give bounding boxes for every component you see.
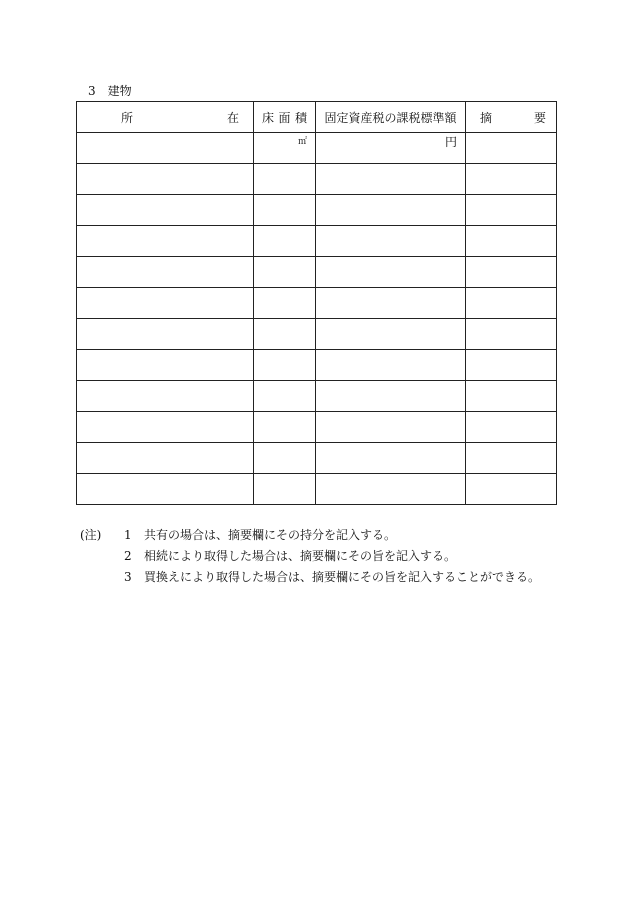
cell-note[interactable] (466, 443, 557, 474)
building-table (76, 101, 557, 505)
section-heading (88, 84, 132, 98)
header-note (466, 102, 557, 133)
unit-square-meter: ㎡ (297, 137, 307, 147)
cell-location[interactable] (77, 443, 254, 474)
unit-yen: 円 (444, 135, 457, 149)
cell-note[interactable] (466, 226, 557, 257)
cell-area[interactable] (254, 226, 316, 257)
cell-value[interactable] (316, 443, 466, 474)
table-row (77, 381, 557, 412)
note-item-2 (80, 546, 540, 567)
note-item-3 (80, 567, 540, 588)
cell-note[interactable] (466, 412, 557, 443)
header-note-char-1: 摘 (480, 110, 493, 125)
cell-location[interactable] (77, 412, 254, 443)
note-item-1 (80, 525, 540, 546)
section-number: 3 (88, 84, 96, 98)
cell-value[interactable] (316, 319, 466, 350)
note-text: 相続により取得した場合は、摘要欄にその旨を記入する。 (144, 549, 457, 563)
header-area-char-1: 床 (262, 110, 275, 125)
cell-location[interactable] (77, 350, 254, 381)
cell-value[interactable] (316, 257, 466, 288)
header-row (77, 102, 557, 133)
header-location-char-2: 在 (226, 110, 239, 125)
section-title: 建物 (107, 84, 132, 98)
cell-value[interactable] (316, 195, 466, 226)
cell-location[interactable] (77, 164, 254, 195)
table-row (77, 257, 557, 288)
cell-area[interactable] (254, 133, 316, 164)
cell-area[interactable] (254, 257, 316, 288)
cell-note[interactable] (466, 164, 557, 195)
cell-area[interactable] (254, 412, 316, 443)
note-number: 1 (124, 528, 132, 542)
cell-note[interactable] (466, 381, 557, 412)
notes-section (80, 525, 540, 588)
cell-area[interactable] (254, 474, 316, 505)
header-area (254, 102, 316, 133)
table-row (77, 226, 557, 257)
cell-location[interactable] (77, 195, 254, 226)
notes-lead: (注) (80, 528, 102, 542)
cell-area[interactable] (254, 381, 316, 412)
cell-note[interactable] (466, 350, 557, 381)
table-row (77, 443, 557, 474)
cell-location[interactable] (77, 226, 254, 257)
header-location (77, 102, 254, 133)
cell-area[interactable] (254, 350, 316, 381)
table-row (77, 474, 557, 505)
note-text: 共有の場合は、摘要欄にその持分を記入する。 (144, 528, 397, 542)
table-row (77, 319, 557, 350)
cell-note[interactable] (466, 319, 557, 350)
cell-note[interactable] (466, 288, 557, 319)
cell-note[interactable] (466, 257, 557, 288)
cell-location[interactable] (77, 288, 254, 319)
header-area-char-3: 積 (294, 110, 307, 125)
cell-area[interactable] (254, 164, 316, 195)
cell-location[interactable] (77, 319, 254, 350)
cell-area[interactable] (254, 195, 316, 226)
table-row (77, 350, 557, 381)
header-note-char-2: 要 (533, 110, 546, 125)
cell-value[interactable] (316, 474, 466, 505)
cell-location[interactable] (77, 381, 254, 412)
table-row (77, 288, 557, 319)
cell-area[interactable] (254, 443, 316, 474)
cell-value[interactable] (316, 412, 466, 443)
table-row (77, 164, 557, 195)
header-value: 固定資産税の課税標準額 (316, 102, 466, 133)
note-number: 3 (124, 570, 132, 584)
cell-location[interactable] (77, 133, 254, 164)
cell-value[interactable] (316, 350, 466, 381)
table-row (77, 195, 557, 226)
cell-area[interactable] (254, 288, 316, 319)
cell-value[interactable] (316, 288, 466, 319)
header-area-char-2: 面 (278, 110, 291, 125)
cell-value[interactable] (316, 164, 466, 195)
table-row (77, 412, 557, 443)
cell-location[interactable] (77, 474, 254, 505)
note-text: 買換えにより取得した場合は、摘要欄にその旨を記入することができる。 (144, 570, 541, 584)
cell-note[interactable] (466, 195, 557, 226)
cell-note[interactable] (466, 474, 557, 505)
cell-value[interactable] (316, 226, 466, 257)
cell-location[interactable] (77, 257, 254, 288)
cell-area[interactable] (254, 319, 316, 350)
cell-value[interactable] (316, 381, 466, 412)
cell-note[interactable] (466, 133, 557, 164)
table-row (77, 133, 557, 164)
note-number: 2 (124, 549, 132, 563)
header-location-char-1: 所 (121, 110, 134, 125)
cell-value[interactable] (316, 133, 466, 164)
